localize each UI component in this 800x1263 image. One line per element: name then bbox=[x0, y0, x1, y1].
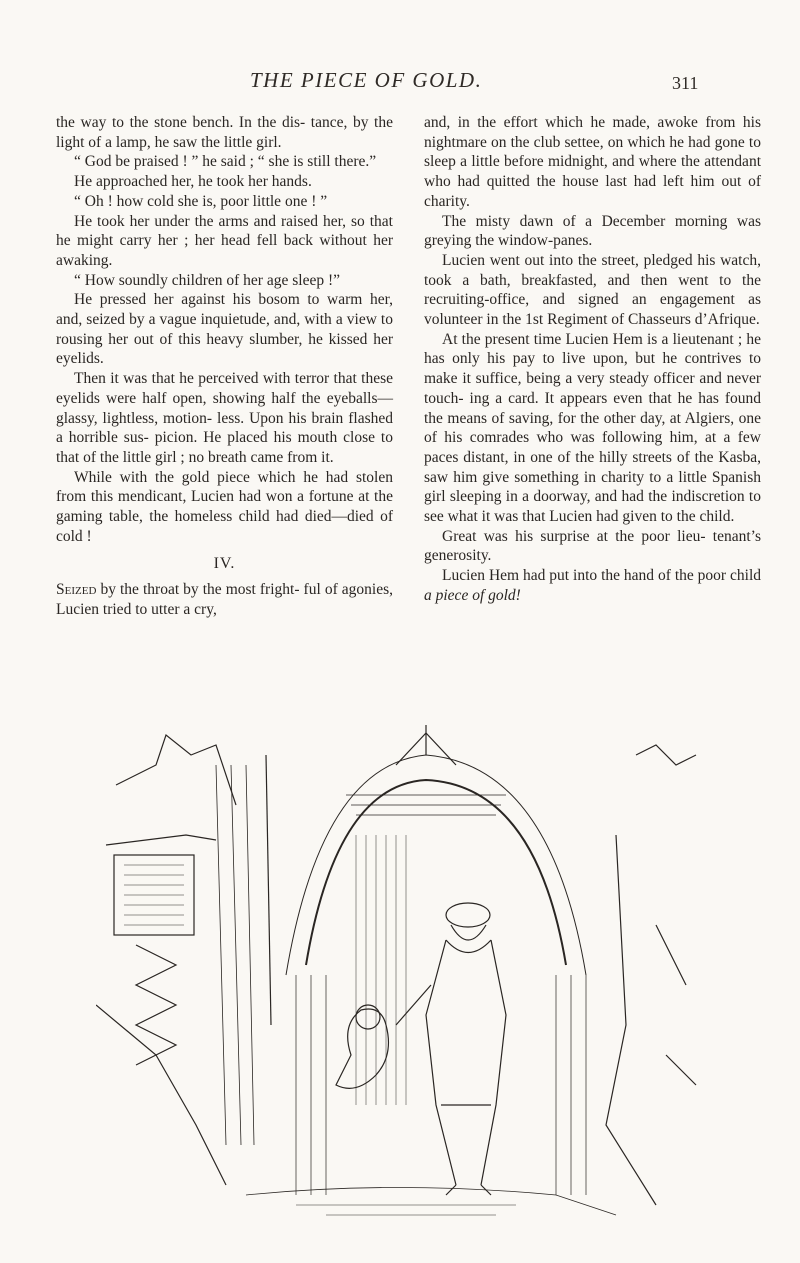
paragraph: While with the gold piece which he had stolen from this mendicant, Lucien had won a fortune at the gaming table, the homeless child had died—died of cold ! bbox=[56, 468, 393, 545]
right-column bbox=[424, 113, 761, 606]
paragraph: He took her under the arms and raised her, so that he might carry her ; her head fell back without her awaking. bbox=[56, 212, 393, 269]
page-header bbox=[0, 68, 800, 98]
paragraph: The misty dawn of a December morning was greying the window-panes. bbox=[424, 212, 761, 250]
paragraph: At the present time Lucien Hem is a lieutenant ; he has only his pay to live upon, but he contrives to make it suffice, being a very steady officer and never touch- ing a card. It appears even that he has found the means of saving, for the other day, at Algiers, one of his comrades who was following him, at a few paces distant, in one of the hilly streets of the Kasba, saw him give something in charity to a little Spanish girl sleeping in a doorway, and had the indiscretion to see what it was that Lucien had given to the child. bbox=[424, 330, 761, 526]
paragraph: “ God be praised ! ” he said ; “ she is still there.” bbox=[74, 153, 377, 171]
paragraph-text: by the throat by the most fright- ful of agonies, Lucien tried to utter a cry, bbox=[56, 581, 393, 618]
paragraph: and, in the effort which he made, awoke from his nightmare on the club settee, on which he had gone to sleep a little before midnight, and where the attendant who had quitted the house last had left him out of charity. bbox=[424, 114, 761, 210]
running-title: THE PIECE OF GOLD. bbox=[250, 68, 483, 92]
section-heading: IV. bbox=[213, 555, 236, 573]
paragraph: Then it was that he perceived with terror that these eyelids were half open, showing half the eyeballs—glassy, lightless, motion- less. Upon his brain flashed a horrible sus- picion. He placed his mouth close to that of the little girl ; no breath came from it. bbox=[56, 370, 393, 466]
paragraph-text: Lucien Hem had put into the hand of the poor child bbox=[442, 567, 761, 585]
drop-word: Seized bbox=[56, 581, 97, 599]
emphasis-text: a piece of gold! bbox=[424, 586, 521, 604]
paragraph: He pressed her against his bosom to warm her, and, seized by a vague inquietude, and, with a view to rousing her out of this heavy slumber, he kissed her eyelids. bbox=[56, 291, 393, 368]
paragraph: “ Oh ! how cold she is, poor little one ! ” bbox=[74, 192, 328, 210]
paragraph bbox=[56, 580, 393, 619]
left-column bbox=[56, 113, 393, 620]
paragraph: the way to the stone bench. In the dis- tance, by the light of a lamp, he saw the little girl. bbox=[56, 114, 393, 151]
paragraph: Great was his surprise at the poor lieu- tenant’s generosity. bbox=[424, 527, 761, 565]
engraving-illustration bbox=[96, 725, 706, 1225]
page-number: 311 bbox=[672, 73, 699, 93]
paragraph: Lucien went out into the street, pledged his watch, took a bath, breakfasted, and then went to the recruiting-office, and signed an engagement as volunteer in the 1st Regiment of Chasseurs d’Afrique. bbox=[424, 251, 761, 329]
paragraph: “ How soundly children of her age sleep !” bbox=[74, 271, 340, 289]
paragraph bbox=[424, 566, 761, 605]
paragraph: He approached her, he took her hands. bbox=[74, 173, 312, 191]
